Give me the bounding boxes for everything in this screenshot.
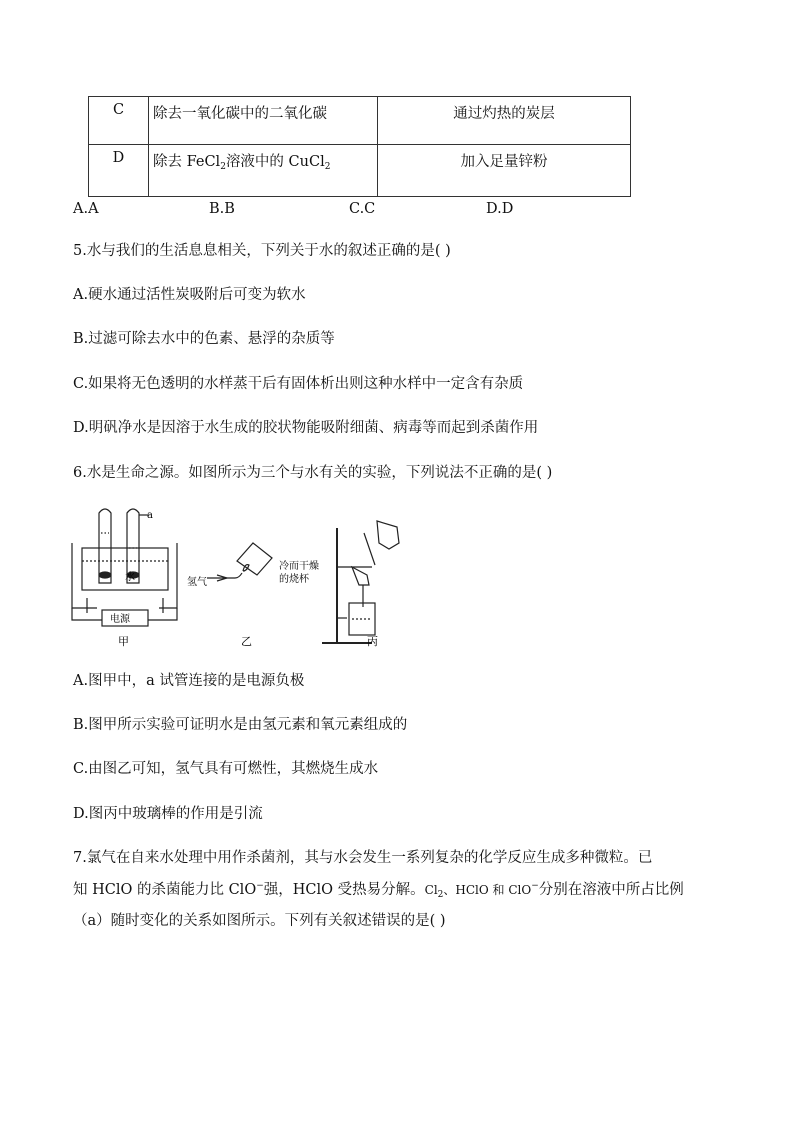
row-item: 除去一氧化碳中的二氧化碳 (149, 97, 378, 145)
experiment-figure (67, 503, 427, 653)
q5-option-a: A.硬水通过活性炭吸附后可变为软水 (73, 287, 306, 303)
q6-option-b: B.图甲所示实验可证明水是由氢元素和氧元素组成的 (73, 717, 408, 733)
choice-b: B.B (209, 201, 235, 217)
table-row (89, 145, 631, 197)
q6-option-c: C.由图乙可知，氢气具有可燃性，其燃烧生成水 (73, 761, 379, 777)
caption-jia: 甲 (118, 635, 129, 648)
choice-d: D.D (486, 201, 514, 217)
caption-bing: 丙 (367, 635, 378, 648)
row-label: C (89, 97, 149, 145)
beaker-label-2: 的烧杯 (279, 574, 309, 585)
options-table (88, 96, 631, 197)
row-label: D (89, 145, 149, 197)
tube-label: a (147, 510, 153, 521)
q7-line-3: （a）随时变化的关系如图所示。下列有关叙述错误的是( ) (73, 913, 446, 929)
water-label: 水 (125, 572, 135, 583)
beaker-label-1: 冷而干燥 (279, 561, 319, 572)
experiment-illustration (67, 503, 427, 653)
caption-yi: 乙 (241, 635, 252, 648)
table-row (89, 97, 631, 145)
q5-option-b: B.过滤可除去水中的色素、悬浮的杂质等 (73, 331, 335, 347)
gas-label: 氢气 (187, 577, 207, 588)
row-method: 加入足量锌粉 (378, 145, 631, 197)
q6-option-d: D.图丙中玻璃棒的作用是引流 (73, 806, 263, 822)
row-item: 除去 FeCl$_2$溶液中的 CuCl$_2$ (149, 145, 378, 197)
choice-c: C.C (349, 201, 376, 217)
q6-stem: 6.水是生命之源。如图所示为三个与水有关的实验，下列说法不正确的是( ) (73, 465, 553, 481)
q5-stem: 5.水与我们的生活息息相关，下列关于水的叙述正确的是( ) (73, 243, 451, 259)
q7-line-1: 7.氯气在自来水处理中用作杀菌剂，其与水会发生一系列复杂的化学反应生成多种微粒。已 (73, 850, 653, 866)
power-label: 电源 (110, 614, 130, 625)
q7-line-2: 知 HClO 的杀菌能力比 ClO−强，HClO 受热易分解。$Cl_2$、HClO 和 ClO−分别在溶液中所占比例 (73, 881, 684, 900)
row-method: 通过灼热的炭层 (378, 97, 631, 145)
q5-option-c: C.如果将无色透明的水样蒸干后有固体析出则这种水样中一定含有杂质 (73, 376, 524, 392)
choice-a: A.A (73, 201, 99, 217)
q6-option-a: A.图甲中，a 试管连接的是电源负极 (73, 673, 305, 689)
q5-option-d: D.明矾净水是因溶于水生成的胶状物能吸附细菌、病毒等而起到杀菌作用 (73, 420, 539, 436)
